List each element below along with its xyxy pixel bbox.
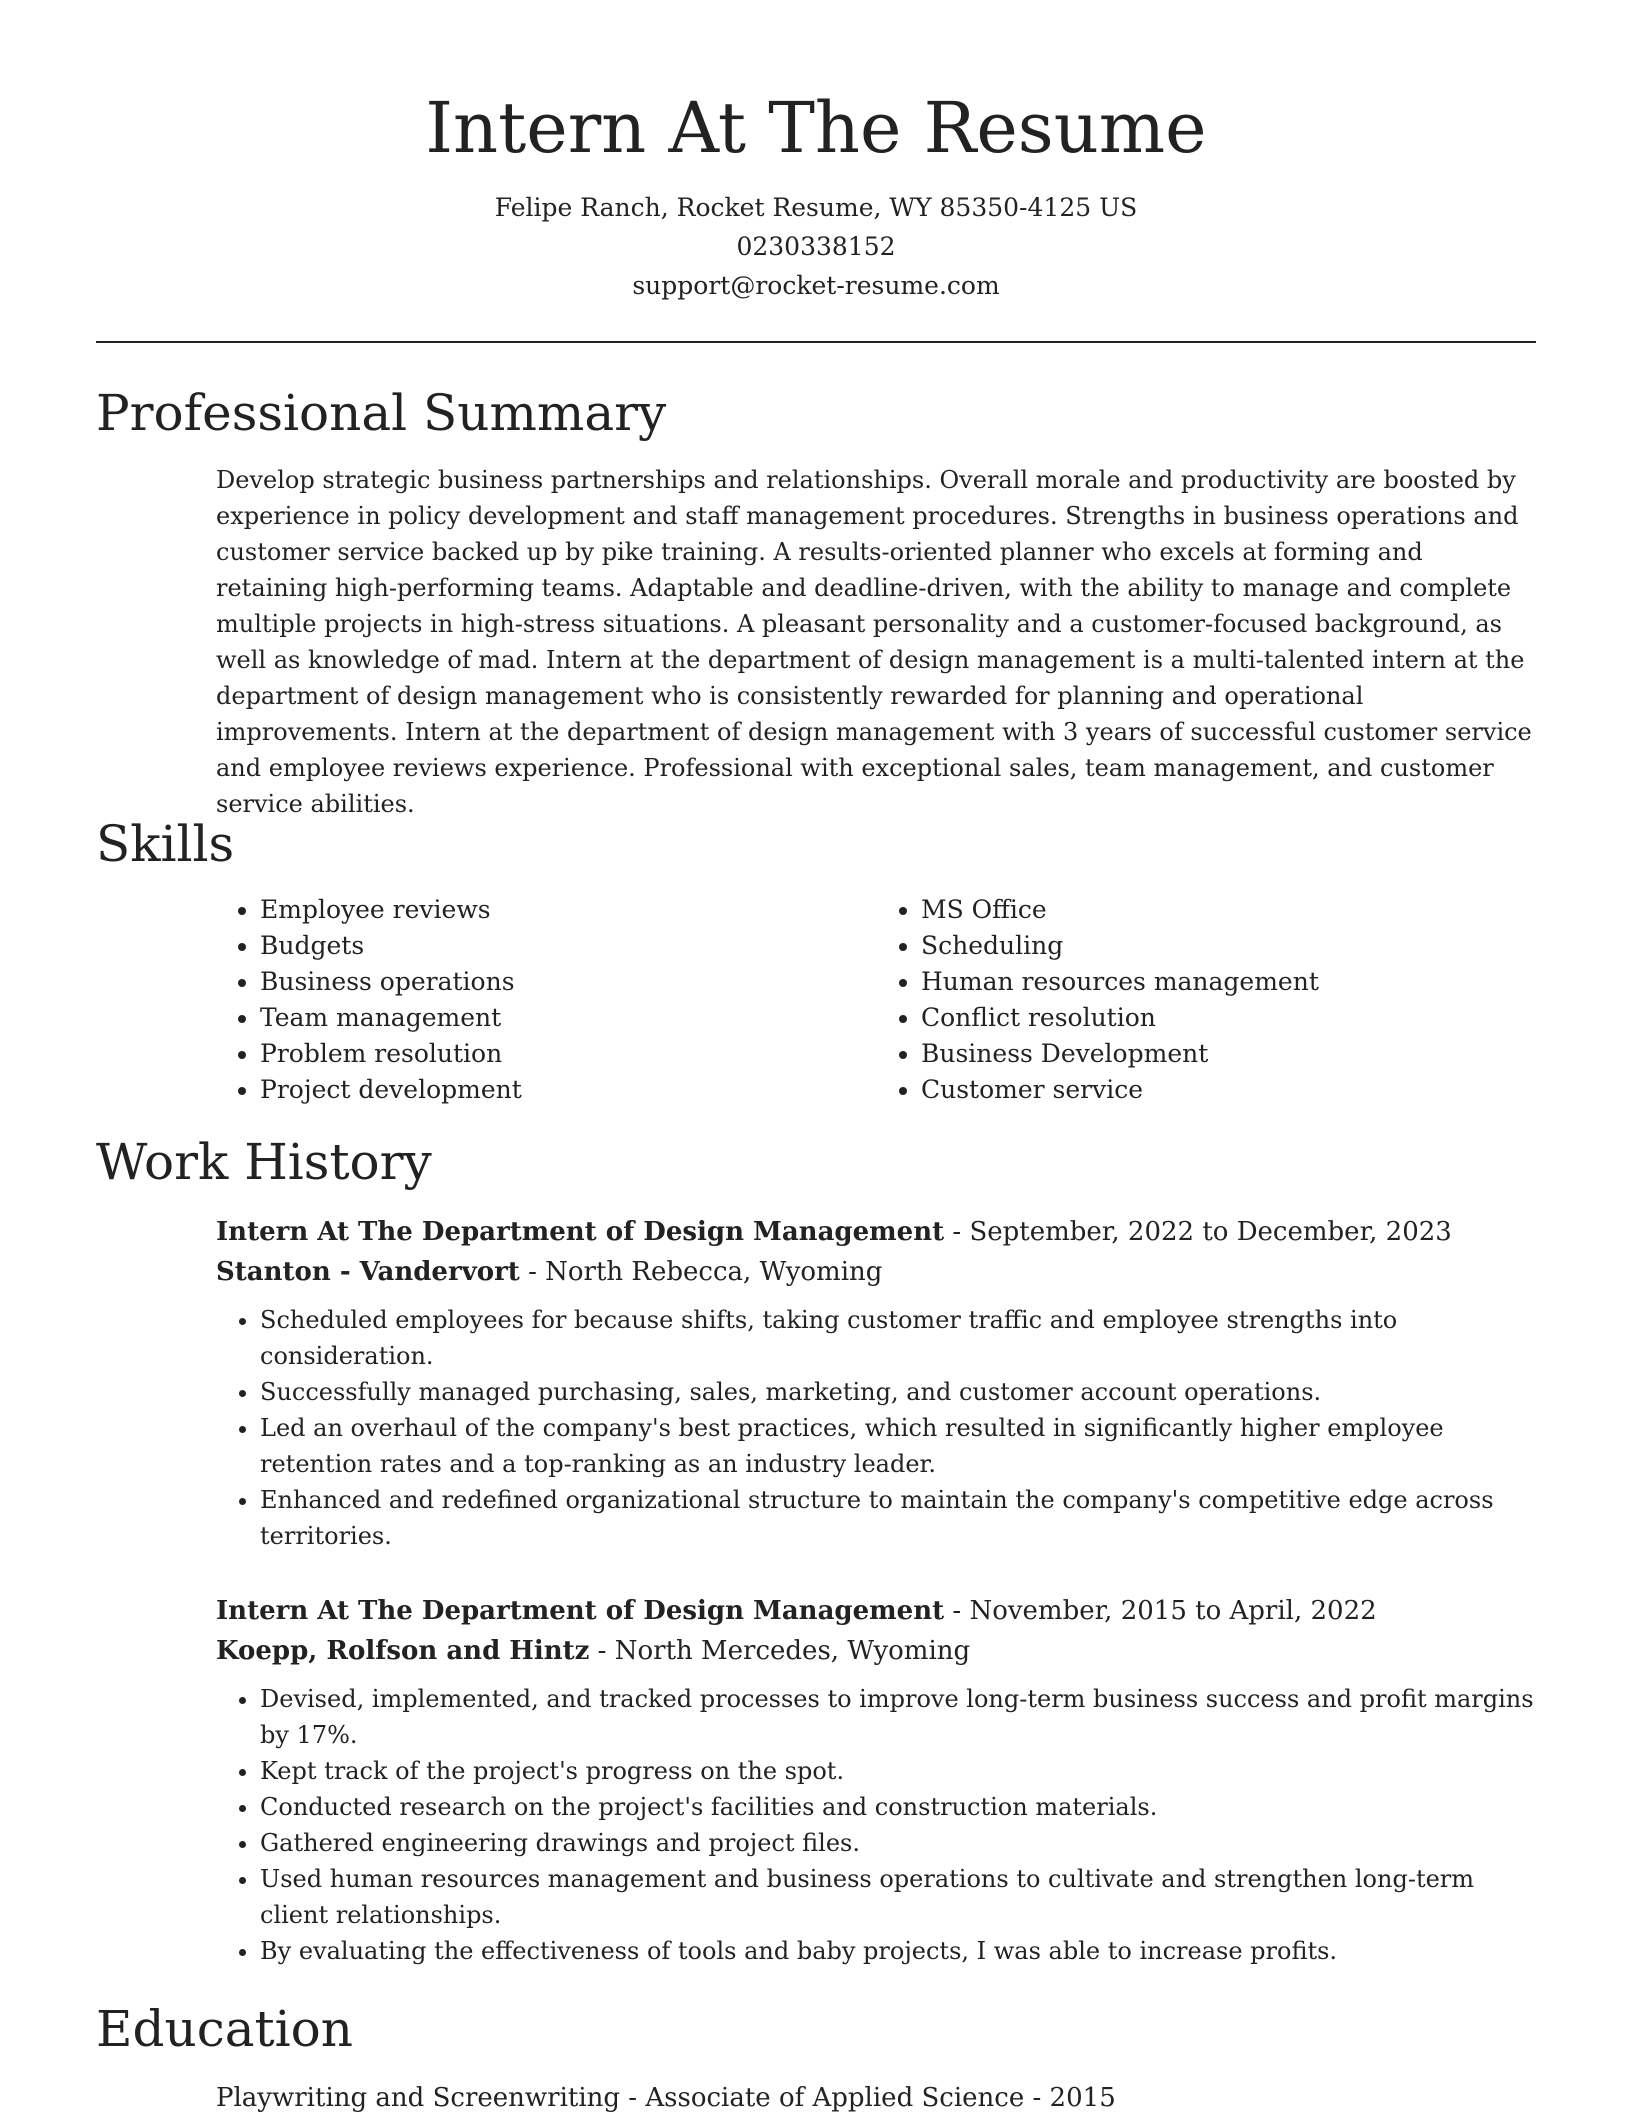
job-location: - North Rebecca, Wyoming xyxy=(519,1257,883,1287)
section-title-work: Work History xyxy=(96,1133,432,1191)
job-bullet: • Successfully managed purchasing, sales, marketing, and customer account operations. xyxy=(260,1374,1538,1410)
contact-email: support@rocket-resume.com xyxy=(632,271,1000,300)
contact-block xyxy=(0,188,1632,305)
job-bullets xyxy=(216,1681,1538,1969)
education-line: Playwriting and Screenwriting - Associate of Applied Science - 2015 xyxy=(216,2083,1116,2113)
job-role: Intern At The Department of Design Management xyxy=(216,1217,945,1247)
contact-address: Felipe Ranch, Rocket Resume, WY 85350-4125 US xyxy=(494,193,1138,222)
skill-item: • MS Office xyxy=(921,892,1538,928)
company-line xyxy=(216,1631,1538,1671)
job-dates: - September, 2022 to December, 2023 xyxy=(944,1217,1452,1247)
job-bullet: • Kept track of the project's progress on the spot. xyxy=(260,1753,1538,1789)
company-line xyxy=(216,1252,1538,1292)
education-block xyxy=(216,2078,1538,2118)
skill-item: • Human resources management xyxy=(921,964,1538,1000)
header-divider xyxy=(96,341,1536,343)
job-bullet: • Scheduled employees for because shifts, taking customer traffic and employee strengths into consideration. xyxy=(260,1302,1538,1374)
skill-item: • Problem resolution xyxy=(260,1036,877,1072)
job-entry xyxy=(216,1212,1538,1554)
job-bullet: • Devised, implemented, and tracked processes to improve long-term business success and profit margins by 17%. xyxy=(260,1681,1538,1753)
job-location: - North Mercedes, Wyoming xyxy=(589,1636,971,1666)
skill-item: • Team management xyxy=(260,1000,877,1036)
job-title-line xyxy=(216,1591,1538,1631)
section-title-skills: Skills xyxy=(96,815,235,873)
job-dates: - November, 2015 to April, 2022 xyxy=(944,1596,1377,1626)
skill-item: • Conflict resolution xyxy=(921,1000,1538,1036)
job-bullet: • Conducted research on the project's facilities and construction materials. xyxy=(260,1789,1538,1825)
job-role: Intern At The Department of Design Management xyxy=(216,1596,945,1626)
skills-grid xyxy=(216,892,1538,1108)
job-bullet: • Used human resources management and business operations to cultivate and strengthen long-term client relationships. xyxy=(260,1861,1538,1933)
job-entry xyxy=(216,1591,1538,1969)
skill-item: • Scheduling xyxy=(921,928,1538,964)
resume-name: Intern At The Resume xyxy=(425,87,1207,169)
skill-item: • Budgets xyxy=(260,928,877,964)
contact-phone: 0230338152 xyxy=(736,232,896,261)
job-bullet: • Enhanced and redefined organizational structure to maintain the company's competitive edge across territories. xyxy=(260,1482,1538,1554)
job-bullet: • Led an overhaul of the company's best practices, which resulted in significantly higher employee retention rates and a top-ranking as an industry leader. xyxy=(260,1410,1538,1482)
job-bullet: • Gathered engineering drawings and project files. xyxy=(260,1825,1538,1861)
job-bullets xyxy=(216,1302,1538,1554)
job-bullet: • By evaluating the effectiveness of tools and baby projects, I was able to increase profits. xyxy=(260,1933,1538,1969)
skill-item: • Employee reviews xyxy=(260,892,877,928)
skill-item: • Project development xyxy=(260,1072,877,1108)
skill-item: • Business operations xyxy=(260,964,877,1000)
job-title-line xyxy=(216,1212,1538,1252)
skill-item: • Customer service xyxy=(921,1072,1538,1108)
summary-text: Develop strategic business partnerships and relationships. Overall morale and productivity are boosted by experience in policy development and staff management procedures. Strengths in business operations and customer service backed up by pike training. A results-oriented planner who excels at forming and retaining high-performing teams. Adaptable and deadline-driven, with the ability to manage and complete multiple projects in high-stress situations. A pleasant personality and a customer-focused background, as well as knowledge of mad. Intern at the department of design management is a multi-talented intern at the department of design management who is consistently rewarded for planning and operational improvements. Intern at the department of design management with 3 years of successful customer service and employee reviews experience. Professional with exceptional sales, team management, and customer service abilities. xyxy=(216,466,1532,818)
summary-block xyxy=(216,462,1538,822)
section-title-education: Education xyxy=(96,2000,353,2058)
skills-column-left xyxy=(216,892,877,1108)
skills-column-right xyxy=(877,892,1538,1108)
skill-item: • Business Development xyxy=(921,1036,1538,1072)
job-company: Koepp, Rolfson and Hintz xyxy=(216,1636,590,1666)
resume-header xyxy=(0,0,1632,305)
section-title-summary: Professional Summary xyxy=(96,384,667,442)
job-company: Stanton - Vandervort xyxy=(216,1257,520,1287)
